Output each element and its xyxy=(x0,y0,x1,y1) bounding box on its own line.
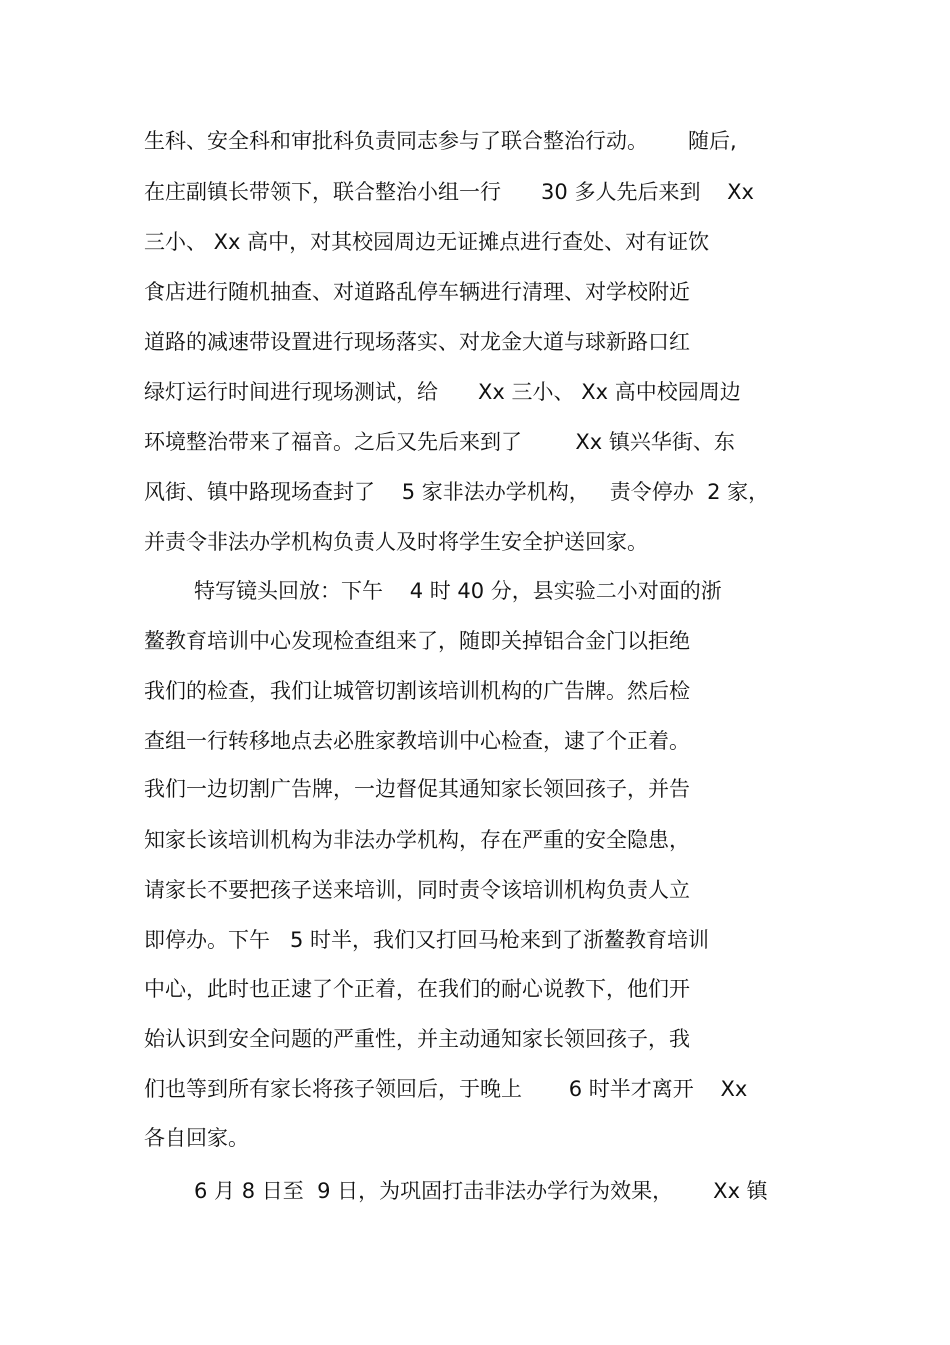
text-line: 鳌教育培训中心发现检查组来了，随即关掉铝合金门以拒绝 xyxy=(144,629,690,653)
text-line: 道路的减速带设置进行现场落实、对龙金大道与球新路口红 xyxy=(144,330,690,354)
text-line: 查组一行转移地点去必胜家教培训中心检查，逮了个正着。 xyxy=(144,729,690,753)
paragraph-first-line: 6 月 8 日至 9 日，为巩固打击非法办学行为效果， Xx 镇 xyxy=(194,1179,768,1203)
paragraph-first-line: 特写镜头回放：下午 4 时 40 分，县实验二小对面的浙 xyxy=(194,579,722,603)
text-line: 知家长该培训机构为非法办学机构，存在严重的安全隐患， xyxy=(144,828,690,852)
text-line: 绿灯运行时间进行现场测试，给 Xx 三小、 Xx 高中校园周边 xyxy=(144,380,741,404)
text-line: 在庄副镇长带领下，联合整治小组一行 30 多人先后来到 Xx xyxy=(144,180,754,204)
text-line: 我们的检查，我们让城管切割该培训机构的广告牌。然后检 xyxy=(144,679,690,703)
text-line: 三小、 Xx 高中，对其校园周边无证摊点进行查处、对有证饮 xyxy=(144,230,710,254)
text-line: 各自回家。 xyxy=(144,1126,249,1150)
text-line: 们也等到所有家长将孩子领回后，于晚上 6 时半才离开 Xx xyxy=(144,1077,748,1101)
text-line: 环境整治带来了福音。之后又先后来到了 Xx 镇兴华街、东 xyxy=(144,430,735,454)
text-line: 风街、镇中路现场查封了 5 家非法办学机构， 责令停办 2 家， xyxy=(144,480,770,504)
text-line: 请家长不要把孩子送来培训，同时责令该培训机构负责人立 xyxy=(144,878,690,902)
text-line: 并责令非法办学机构负责人及时将学生安全护送回家。 xyxy=(144,530,648,554)
text-line: 生科、安全科和审批科负责同志参与了联合整治行动。 随后, xyxy=(144,129,737,153)
text-line: 即停办。下午 5 时半，我们又打回马枪来到了浙鳌教育培训 xyxy=(144,928,710,952)
text-line: 始认识到安全问题的严重性，并主动通知家长领回孩子，我 xyxy=(144,1027,690,1051)
text-line: 我们一边切割广告牌，一边督促其通知家长领回孩子，并告 xyxy=(144,777,690,801)
text-line: 中心，此时也正逮了个正着，在我们的耐心说教下，他们开 xyxy=(144,977,690,1001)
text-line: 食店进行随机抽查、对道路乱停车辆进行清理、对学校附近 xyxy=(144,280,690,304)
